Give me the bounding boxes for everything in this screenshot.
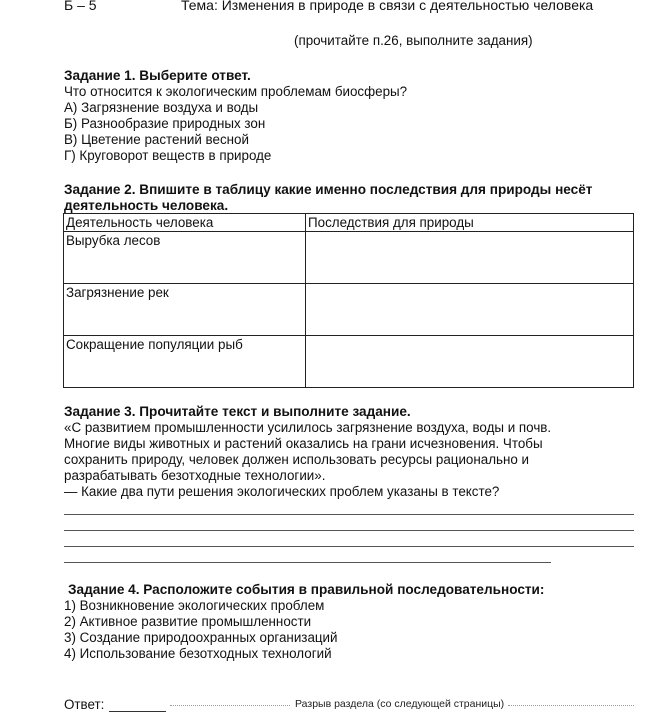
task3-text-line: «С развитием промышленности усилилось загрязнение воздуха, воды и почв. [64, 420, 552, 435]
answer-blank-line[interactable] [64, 546, 634, 547]
task1-option-d: Г) Круговорот веществ в природе [64, 148, 272, 163]
table-row [64, 336, 634, 388]
task1-option-c: В) Цветение растений весной [64, 132, 249, 147]
table-row [64, 284, 634, 336]
task3-title: Задание 3. Прочитайте текст и выполните задание. [64, 404, 411, 419]
task2-title-line2: деятельность человека. [64, 198, 229, 213]
table-row [64, 232, 634, 284]
task1-option-b: Б) Разнообразие природных зон [64, 116, 266, 131]
section-break-dots [170, 705, 290, 706]
task4-item: 4) Использование безотходных технологий [64, 646, 332, 661]
activity-cell: Загрязнение рек [64, 284, 306, 336]
task1-option-a: А) Загрязнение воздуха и воды [64, 100, 259, 115]
section-break-dots [508, 705, 634, 706]
activity-cell: Вырубка лесов [64, 232, 306, 284]
column-header-consequences: Последствия для природы [306, 214, 634, 232]
document-code: Б – 5 [64, 0, 97, 13]
task3-text-line: Многие виды животных и растений оказались на грани исчезновения. Чтобы [64, 436, 543, 451]
task4-item: 3) Создание природоохранных организаций [64, 630, 338, 645]
task4-item: 1) Возникновение экологических проблем [64, 598, 325, 613]
answer-blank-line[interactable] [109, 711, 166, 712]
answer-label: Ответ: [64, 697, 105, 712]
task4-title: Задание 4. Расположите события в правильной последовательности: [68, 582, 545, 597]
table-header-row [64, 214, 634, 232]
consequences-table [63, 213, 634, 388]
task2-title-line1: Задание 2. Впишите в таблицу какие именно последствия для природы несёт [64, 182, 593, 197]
consequence-input-cell[interactable] [306, 336, 634, 388]
task3-text-line: сохранить природу, человек должен использовать ресурсы рационально и [64, 452, 530, 467]
task1-question: Что относится к экологическим проблемам биосферы? [64, 84, 408, 99]
consequence-input-cell[interactable] [306, 284, 634, 336]
document-topic: Тема: Изменения в природе в связи с деятельностью человека [181, 0, 594, 13]
consequence-input-cell[interactable] [306, 232, 634, 284]
activity-cell: Сокращение популяции рыб [64, 336, 306, 388]
answer-blank-line[interactable] [64, 530, 634, 531]
answer-blank-line[interactable] [64, 562, 551, 563]
task3-text-line: разрабатывать безотходные технологии». [64, 468, 326, 483]
task1-title: Задание 1. Выберите ответ. [64, 68, 251, 83]
task3-question: — Какие два пути решения экологических проблем указаны в тексте? [64, 484, 500, 499]
column-header-activity: Деятельность человека [64, 214, 306, 232]
instruction-text: (прочитайте п.26, выполните задания) [294, 33, 533, 48]
section-break-label: Разрыв раздела (со следующей страницы) [295, 698, 505, 710]
task4-item: 2) Активное развитие промышленности [64, 614, 312, 629]
answer-blank-line[interactable] [64, 514, 634, 515]
